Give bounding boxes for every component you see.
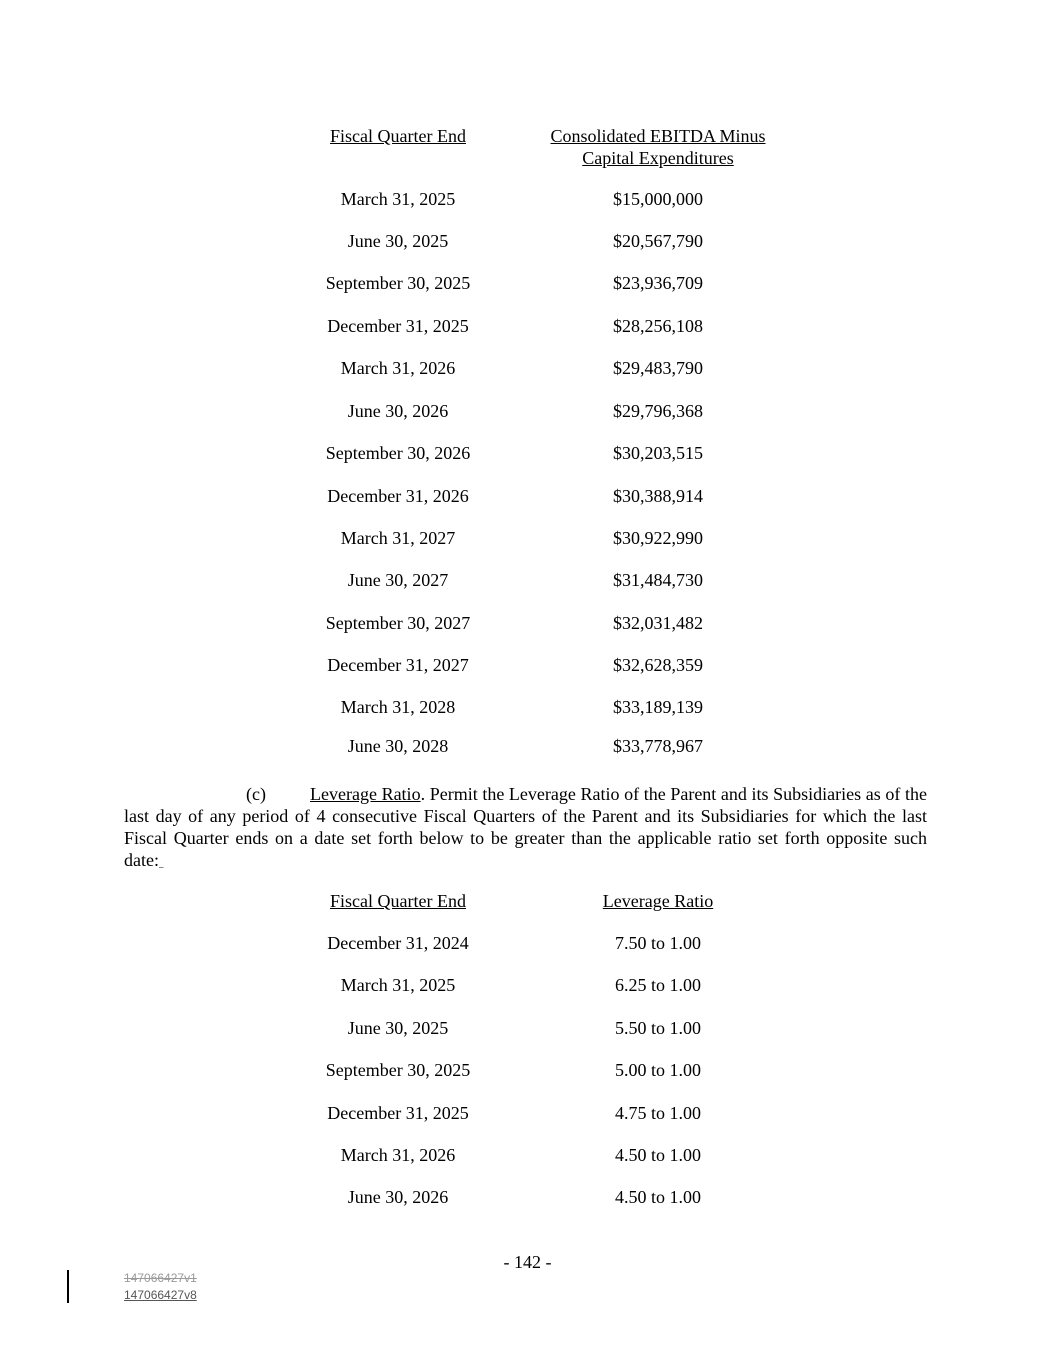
table1-header-ebitda: [533, 125, 783, 169]
table1-row-date: September 30, 2025: [325, 273, 471, 293]
table1-row-date: December 31, 2026: [327, 486, 469, 506]
table2-header-leverage-ratio: Leverage Ratio: [602, 891, 714, 911]
table1-row-value: $32,031,482: [613, 613, 703, 633]
table2-row-date: December 31, 2024: [327, 933, 469, 953]
table2-row-date: September 30, 2025: [325, 1060, 471, 1080]
table1-row-value: $30,388,914: [613, 486, 703, 506]
table1-row-date: March 31, 2026: [340, 358, 456, 378]
table2-row-ratio: 5.00 to 1.00: [614, 1060, 701, 1080]
table1-row-value: $33,778,967: [613, 736, 703, 756]
table1-row-date: September 30, 2027: [325, 613, 471, 633]
table2-row-ratio: 4.50 to 1.00: [614, 1187, 701, 1207]
table2-row-date: March 31, 2026: [340, 1145, 456, 1165]
table1-header-fiscal-quarter-end: Fiscal Quarter End: [330, 126, 466, 146]
page-number: - 142 -: [503, 1252, 552, 1272]
table1-row-value: $29,796,368: [613, 401, 703, 421]
table1-row-date: June 30, 2027: [347, 570, 449, 590]
table1-row-value: $30,203,515: [613, 443, 703, 463]
doc-id-current: 147066427v8: [124, 1288, 197, 1302]
section-body: . Permit the Leverage Ratio of the Parent and its Subsidiaries as of the last day of any period of 4 consecutive Fiscal Quarters of the Parent and its Subsidiaries for which the last Fiscal Quarter ends on a date set forth below to be greater than the applicable ratio set forth opposite such date:: [124, 784, 928, 870]
table1-row-date: March 31, 2027: [340, 528, 456, 548]
table1-header-ebitda-line2: Capital Expenditures: [582, 148, 734, 168]
doc-id-deleted: 147066427v1: [124, 1271, 197, 1285]
table1-row-date: March 31, 2025: [340, 189, 456, 209]
table1-row-date: December 31, 2027: [327, 655, 469, 675]
table1-row-date: September 30, 2026: [325, 443, 471, 463]
table1-row-value: $15,000,000: [613, 189, 703, 209]
section-title: Leverage Ratio: [310, 784, 421, 804]
table1-row-value: $28,256,108: [613, 316, 703, 336]
table1-row-date: June 30, 2028: [347, 736, 449, 756]
table1-row-value: $30,922,990: [613, 528, 703, 548]
table2-row-ratio: 6.25 to 1.00: [614, 975, 701, 995]
table1-row-value: $33,189,139: [613, 697, 703, 717]
table2-row-ratio: 5.50 to 1.00: [614, 1018, 701, 1038]
revision-mark: [159, 850, 164, 870]
table1-row-date: June 30, 2026: [347, 401, 449, 421]
table1-row-value: $20,567,790: [613, 231, 703, 251]
leverage-ratio-paragraph: [124, 783, 927, 871]
table2-header-fiscal-quarter-end: Fiscal Quarter End: [330, 891, 466, 911]
table1-row-date: June 30, 2025: [347, 231, 449, 251]
change-bar: [67, 1270, 69, 1303]
table2-row-date: December 31, 2025: [327, 1103, 469, 1123]
table1-row-value: $32,628,359: [613, 655, 703, 675]
section-label: (c): [246, 784, 266, 804]
table2-row-ratio: 4.75 to 1.00: [614, 1103, 701, 1123]
table2-row-ratio: 7.50 to 1.00: [614, 933, 701, 953]
table1-row-date: December 31, 2025: [327, 316, 469, 336]
table1-row-value: $31,484,730: [613, 570, 703, 590]
table2-row-date: June 30, 2026: [347, 1187, 449, 1207]
table1-row-value: $29,483,790: [613, 358, 703, 378]
table2-row-date: June 30, 2025: [347, 1018, 449, 1038]
table2-row-ratio: 4.50 to 1.00: [614, 1145, 701, 1165]
table1-row-value: $23,936,709: [613, 273, 703, 293]
table1-header-ebitda-line1: Consolidated EBITDA Minus: [550, 126, 766, 146]
table1-row-date: March 31, 2028: [340, 697, 456, 717]
table2-row-date: March 31, 2025: [340, 975, 456, 995]
